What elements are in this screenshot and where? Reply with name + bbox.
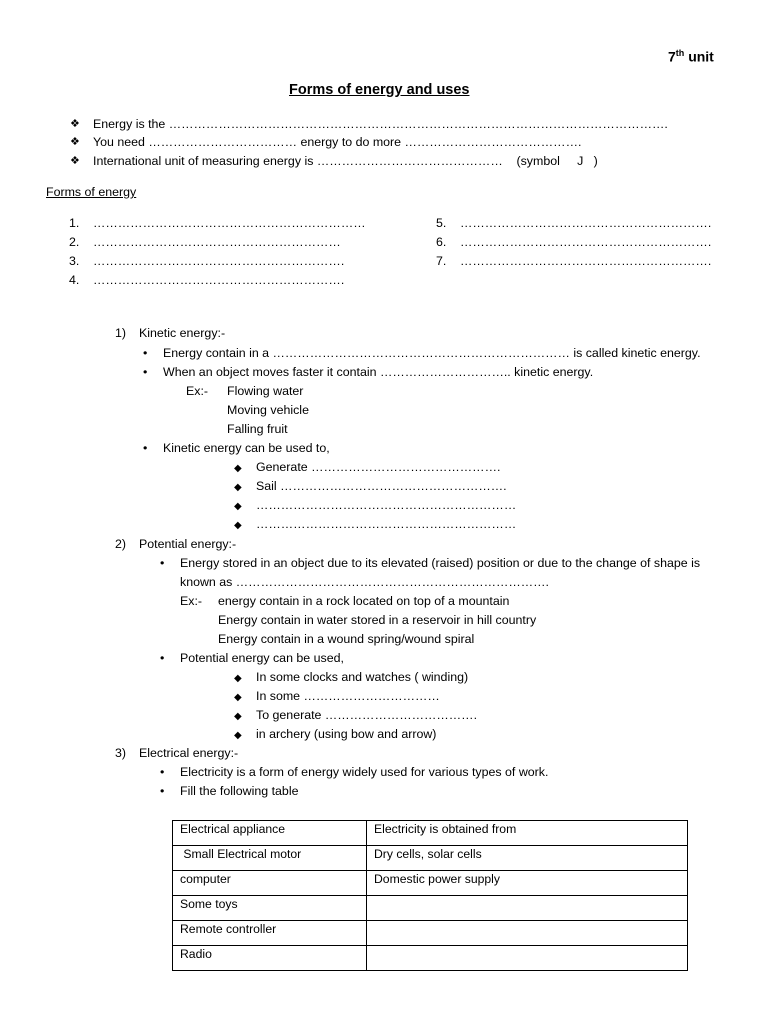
- list-item: …………………………………………………….: [460, 216, 712, 230]
- diamond-bullet-icon: ◆: [234, 482, 242, 493]
- diamond-bullet-icon: ◆: [234, 520, 242, 531]
- table-cell: Dry cells, solar cells: [367, 846, 688, 871]
- unit-label: 7th unit: [668, 48, 714, 65]
- potential-use: In some clocks and watches ( winding): [256, 670, 469, 684]
- example-item: Energy contain in a wound spring/wound spiral: [218, 632, 475, 646]
- list-item: ……………………………………………………: [93, 235, 341, 249]
- table-row: [173, 921, 688, 946]
- list-number: 7.: [436, 254, 447, 268]
- list-number: 4.: [69, 273, 80, 287]
- list-item: …………………………………………………….: [460, 254, 712, 268]
- table-blank-cell[interactable]: [367, 946, 688, 971]
- table-cell: Domestic power supply: [367, 871, 688, 896]
- forms-heading: Forms of energy: [46, 185, 137, 199]
- potential-bullet-1-line-1: Energy stored in an object due to its elevated (raised) position or due to the change of shape is: [180, 556, 701, 570]
- bullet-dot-icon: •: [160, 765, 165, 779]
- potential-use: To generate ……………………………….: [256, 708, 478, 722]
- appliance-table: [172, 820, 688, 971]
- table-cell: Remote controller: [173, 921, 367, 946]
- table-header-cell: Electrical appliance: [173, 821, 367, 846]
- example-item: Moving vehicle: [227, 403, 309, 417]
- section-number: 2): [115, 537, 127, 551]
- potential-bullet-2: Potential energy can be used,: [180, 651, 344, 665]
- potential-heading: Potential energy:-: [139, 537, 237, 551]
- diamond-bullet-icon: ◆: [234, 730, 242, 741]
- list-number: 1.: [69, 216, 80, 230]
- example-item: Flowing water: [227, 384, 304, 398]
- kinetic-use: ………………………………………………………: [256, 517, 517, 531]
- potential-bullet-1-line-2: known as ………………………………………………………………….: [180, 575, 549, 589]
- list-number: 6.: [436, 235, 447, 249]
- list-item: …………………………………………………….: [93, 273, 345, 287]
- diamond-bullet-icon: ◆: [234, 692, 242, 703]
- diamond-bullet-icon: ❖: [70, 118, 80, 130]
- section-number: 1): [115, 326, 127, 340]
- diamond-bullet-icon: ❖: [70, 136, 80, 148]
- kinetic-heading: Kinetic energy:-: [139, 326, 226, 340]
- bullet-dot-icon: •: [143, 346, 148, 360]
- list-item: …………………………………………………….: [460, 235, 712, 249]
- diamond-bullet-icon: ❖: [70, 155, 80, 167]
- example-label: Ex:-: [180, 594, 203, 608]
- kinetic-bullet-1: Energy contain in a ……………………………………………………………… is called kinetic energy.: [163, 346, 701, 360]
- kinetic-bullet-3: Kinetic energy can be used to,: [163, 441, 330, 455]
- kinetic-use: Generate ……………………………………….: [256, 460, 501, 474]
- kinetic-use: Sail ……………………………………………….: [256, 479, 507, 493]
- table-header-row: [173, 821, 688, 846]
- intro-bullet-1: Energy is the ………………………………………………………………………………………………………….: [93, 117, 668, 131]
- bullet-dot-icon: •: [160, 556, 165, 570]
- bullet-dot-icon: •: [143, 441, 148, 455]
- table-blank-cell[interactable]: [367, 921, 688, 946]
- example-item: energy contain in a rock located on top of a mountain: [218, 594, 510, 608]
- example-label: Ex:-: [186, 384, 209, 398]
- table-cell: Radio: [173, 946, 367, 971]
- electrical-heading: Electrical energy:-: [139, 746, 239, 760]
- table-row: [173, 846, 688, 871]
- table-header-cell: Electricity is obtained from: [367, 821, 688, 846]
- table-row: [173, 871, 688, 896]
- diamond-bullet-icon: ◆: [234, 463, 242, 474]
- kinetic-bullet-2: When an object moves faster it contain ………………………….. kinetic energy.: [163, 365, 594, 379]
- list-number: 5.: [436, 216, 447, 230]
- example-item: Energy contain in water stored in a reservoir in hill country: [218, 613, 537, 627]
- list-number: 3.: [69, 254, 80, 268]
- example-item: Falling fruit: [227, 422, 288, 436]
- section-number: 3): [115, 746, 127, 760]
- potential-use: in archery (using bow and arrow): [256, 727, 437, 741]
- potential-use: In some ……………………………: [256, 689, 440, 703]
- bullet-dot-icon: •: [160, 784, 165, 798]
- list-number: 2.: [69, 235, 80, 249]
- bullet-dot-icon: •: [160, 651, 165, 665]
- table-cell: Small Electrical motor: [173, 846, 367, 871]
- page-title: Forms of energy and uses: [289, 82, 470, 98]
- diamond-bullet-icon: ◆: [234, 711, 242, 722]
- table-row: [173, 896, 688, 921]
- kinetic-use: ………………………………………………………: [256, 498, 517, 512]
- list-item: …………………………………………………….: [93, 254, 345, 268]
- table-blank-cell[interactable]: [367, 896, 688, 921]
- diamond-bullet-icon: ◆: [234, 501, 242, 512]
- intro-bullet-3: International unit of measuring energy is ……………………………………… (symbol J ): [93, 154, 598, 168]
- electrical-bullet-2: Fill the following table: [180, 784, 299, 798]
- table-cell: Some toys: [173, 896, 367, 921]
- table-row: [173, 946, 688, 971]
- bullet-dot-icon: •: [143, 365, 148, 379]
- intro-bullet-2: You need ……………………………… energy to do more …………………………………….: [93, 135, 582, 149]
- diamond-bullet-icon: ◆: [234, 673, 242, 684]
- electrical-bullet-1: Electricity is a form of energy widely used for various types of work.: [180, 765, 549, 779]
- table-cell: computer: [173, 871, 367, 896]
- list-item: …………………………………………………………: [93, 216, 366, 230]
